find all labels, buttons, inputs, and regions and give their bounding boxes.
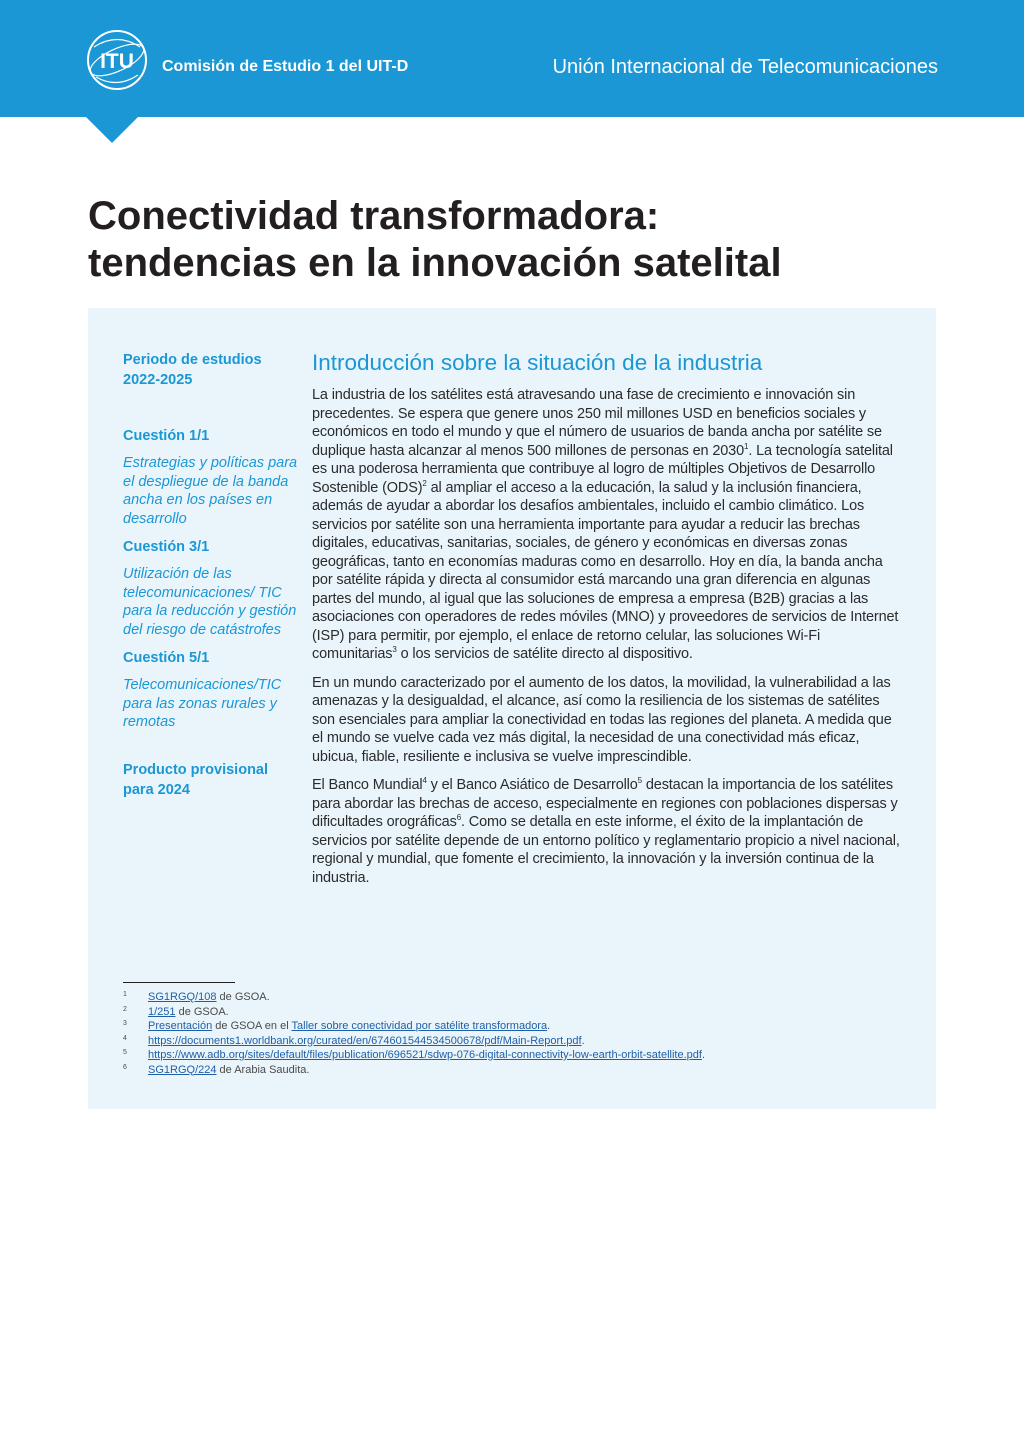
footnote-2-text: de GSOA. — [175, 1005, 229, 1018]
main-content — [312, 348, 902, 897]
footnote-number: 2 — [123, 1005, 127, 1013]
footnote-number: 5 — [123, 1049, 127, 1056]
logo-text: ITU — [100, 50, 134, 73]
footnote-6 — [123, 1063, 903, 1078]
footnote-ref-1[interactable]: 1 — [744, 441, 749, 451]
footnote-2-link[interactable]: 1/251 — [148, 1005, 176, 1018]
p1-text-c: al ampliar el acceso a la educación, la salud y la inclusión financiera, además de ayudar a abordar los desafíos ambientales, incluido el cambio climático. Los servicios por satélite son una herramienta importante para ayudar a reducir las brechas digitales, educativas, sanitarias, sociales, de género y económicas en diversas zonas geográficas, tanto en economías maduras como en desarrollo. Hoy en día, la banda ancha por satélite rápida y directa al consumidor está marcando una gran diferencia en algunas partes del mundo, al igual que las soluciones de empresa a empresa (B2B) gracias a las asociaciones con operadores de redes móviles (MNO) y proveedores de servicios de Internet (ISP) para permitir, por ejemplo, el enlace de retorno celular, las soluciones Wi-Fi comunitarias — [312, 479, 899, 662]
question-5-heading: Cuestión 5/1 — [123, 650, 210, 666]
question-1-heading: Cuestión 1/1 — [123, 428, 210, 444]
footnote-4-link[interactable]: https://documents1.worldbank.org/curated/en/674601544534500678/pdf/Main-Report.pdf — [148, 1034, 582, 1047]
footnote-3-workshop-link[interactable]: Taller sobre conectividad por satélite transformadora — [291, 1020, 548, 1032]
itu-logo-icon — [84, 27, 150, 93]
sidebar — [123, 350, 303, 800]
p3-text-b: y el Banco Asiático de Desarrollo — [426, 777, 638, 793]
footnote-3-end: . — [547, 1020, 551, 1032]
p1-text-b: . La tecnología satelital es una poderosa herramienta que contribuye al logro de múltiples Objetivos de Desarrollo Sostenible (ODS) — [312, 442, 893, 496]
header-notch — [86, 117, 138, 143]
title-line-1: Conectividad transformadora: — [88, 194, 660, 238]
footnote-6-text: de Arabia Saudita. — [216, 1063, 310, 1076]
footnote-number: 1 — [123, 991, 127, 998]
paragraph-2: En un mundo caracterizado por el aumento de los datos, la movilidad, la vulnerabilidad a las amenazas y la desigualdad, el alcance, así como la resiliencia de los sistemas de satélites son esenciales para ampliar la conectividad en todas las regiones del planeta. A medida que el mundo se vuelve cada vez más digital, la necesidad de una conectividad más eficaz, ubicua, fiable, resiliente e inclusiva se vuelve imprescindible. — [312, 674, 892, 765]
footnote-5-end: . — [701, 1049, 706, 1061]
footnote-ref-2[interactable]: 2 — [422, 478, 427, 488]
footnote-3-text: de GSOA en el — [212, 1020, 292, 1032]
paragraph-1 — [312, 386, 902, 664]
question-3-heading: Cuestión 3/1 — [123, 539, 210, 555]
question-1-text: Estrategias y políticas para el despliegue de la banda ancha en los países en desarrollo — [123, 455, 298, 527]
p1-text-a: La industria de los satélites está atravesando una fase de crecimiento e innovación sin precedentes. Se espera que genere unos 250 mil millones USD en beneficios sociales y económicos en todo el mundo y que el número de usuarios de banda ancha por satélite se duplique hasta alcanzar al menos 500 millones de personas en 2030 — [312, 387, 882, 459]
footnotes — [123, 990, 903, 1077]
footnote-3 — [123, 1019, 903, 1034]
footnote-3-link[interactable]: Presentación — [148, 1020, 213, 1032]
title-line-2: tendencias en la innovación satelital — [88, 241, 782, 285]
footnote-2 — [123, 1005, 903, 1020]
union-name: Unión Internacional de Telecomunicaciones — [552, 56, 938, 78]
footnote-ref-5[interactable]: 5 — [637, 776, 642, 786]
section-heading: Introducción sobre la situación de la industria — [312, 350, 763, 375]
footnote-ref-6[interactable]: 6 — [456, 813, 462, 823]
study-period-years: 2022-2025 — [123, 372, 193, 388]
footnote-number: 6 — [123, 1063, 127, 1071]
footnote-5-link[interactable]: https://www.adb.org/sites/default/files/publication/696521/sdwp-076-digital-connectivity-low-earth-orbit-satellite.pdf — [148, 1049, 702, 1061]
footnote-4 — [123, 1034, 903, 1049]
footnote-ref-4[interactable]: 4 — [422, 776, 427, 786]
footnote-1-text: de GSOA. — [216, 991, 270, 1003]
page-title — [88, 193, 948, 287]
footnote-ref-3[interactable]: 3 — [392, 645, 397, 655]
footnote-4-end: . — [581, 1034, 585, 1047]
paragraph-3 — [312, 776, 902, 887]
interim-product-year: para 2024 — [123, 781, 190, 798]
question-3-text: Utilización de las telecomunicaciones/ TIC para la reducción y gestión del riesgo de catástrofes — [123, 566, 297, 638]
footnote-divider — [123, 982, 235, 983]
footnote-1-link[interactable]: SG1RGQ/108 — [148, 991, 217, 1003]
footnote-1 — [123, 990, 903, 1005]
footnote-number: 4 — [123, 1034, 127, 1042]
interim-product-label: Producto provisional — [123, 761, 269, 778]
footnote-5 — [123, 1048, 903, 1063]
study-period-heading — [123, 350, 303, 390]
study-period-label: Periodo de estudios — [123, 352, 262, 368]
footnote-6-link[interactable]: SG1RGQ/224 — [148, 1063, 217, 1076]
footnote-number: 3 — [123, 1020, 127, 1027]
p3-text-a: El Banco Mundial — [312, 777, 423, 793]
p3-text-d: . Como se detalla en este informe, el éxito de la implantación de servicios por satélite depende de un entorno político y reglamentario propicio a nivel nacional, regional y mundial, que fomente el crecimiento, la innovación y la inversión continua de la industria. — [312, 814, 900, 886]
interim-product-heading — [123, 760, 303, 800]
p3-text-c: destacan la importancia de los satélites para abordar las brechas de acceso, especialmente en regiones con poblaciones dispersas y dificultades orográficas — [312, 777, 898, 830]
p1-text-d: o los servicios de satélite directo al dispositivo. — [396, 646, 693, 662]
commission-name: Comisión de Estudio 1 del UIT-D — [162, 58, 409, 75]
question-5-text: Telecomunicaciones/TIC para las zonas rurales y remotas — [123, 677, 282, 730]
